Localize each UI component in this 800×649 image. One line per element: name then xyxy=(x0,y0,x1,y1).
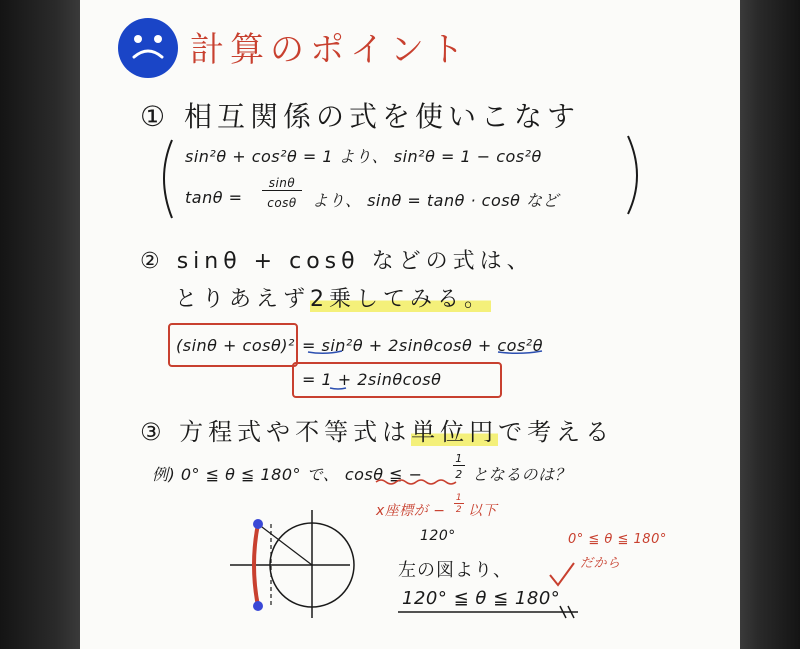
side-note-line2: だから xyxy=(580,556,621,571)
point1-tan-rest: より、 sinθ = tanθ · cosθ など xyxy=(312,191,559,210)
point2-line-prefix: とりあえず xyxy=(175,287,311,312)
expansion-rhs1: = sin²θ + 2sinθcosθ + cos²θ xyxy=(302,336,543,355)
red-note: x座標が − xyxy=(376,503,446,519)
note-page xyxy=(80,0,740,649)
red-note-frac-den: 2 xyxy=(455,505,463,515)
point1-tan-label: tanθ = xyxy=(185,188,243,207)
example-frac-num: 1 xyxy=(453,452,465,466)
conclusion-line2: 120° ≦ θ ≦ 180° xyxy=(402,588,561,609)
right-bezel xyxy=(740,0,800,649)
wavy-underline xyxy=(376,480,456,484)
red-note-frac-num: 1 xyxy=(455,493,463,503)
right-paren xyxy=(628,136,637,214)
point-120 xyxy=(253,519,263,529)
point1-heading: ① 相互関係の式を使いこなす xyxy=(140,100,581,133)
underline-sin2 xyxy=(308,351,342,353)
angle-label: 120° xyxy=(420,528,456,544)
left-paren xyxy=(164,140,172,218)
page-title: 計算のポイント xyxy=(190,30,470,70)
point1-frac-den: cosθ xyxy=(267,196,297,210)
point3-heading-prefix: ③ 方程式や不等式は xyxy=(140,418,412,446)
side-note-line1: 0° ≦ θ ≦ 180° xyxy=(568,532,667,547)
check-mark-icon xyxy=(550,563,574,585)
point3-highlight: 単位円 xyxy=(411,418,499,446)
expansion-lhs: (sinθ + cosθ)² xyxy=(176,336,295,355)
expansion-rhs2: = 1 + 2sinθcosθ xyxy=(302,370,442,389)
radius-120 xyxy=(258,524,312,565)
conclusion-line1: 左の図より、 xyxy=(398,560,512,581)
example-tail: となるのは？ xyxy=(472,465,572,484)
point2-highlight: 2乗してみる。 xyxy=(310,287,492,312)
red-note-tail: 以下 xyxy=(468,503,497,519)
point1-identity-line: sin²θ + cos²θ = 1 より、 sin²θ = 1 − cos²θ xyxy=(185,147,542,166)
drawing-layer xyxy=(80,0,740,649)
example-text: 例) 0° ≦ θ ≦ 180° で、 cosθ ≦ − xyxy=(152,465,423,484)
point-180 xyxy=(253,601,263,611)
point1-frac-num: sinθ xyxy=(262,176,302,191)
underline-one xyxy=(330,388,346,389)
example-frac-den: 2 xyxy=(455,468,463,481)
underline-cos2 xyxy=(498,351,542,353)
point2-heading: ② sinθ + cosθ などの式は、 xyxy=(140,249,534,274)
left-bezel xyxy=(0,0,80,649)
point3-heading-suffix: で考える xyxy=(498,418,615,446)
